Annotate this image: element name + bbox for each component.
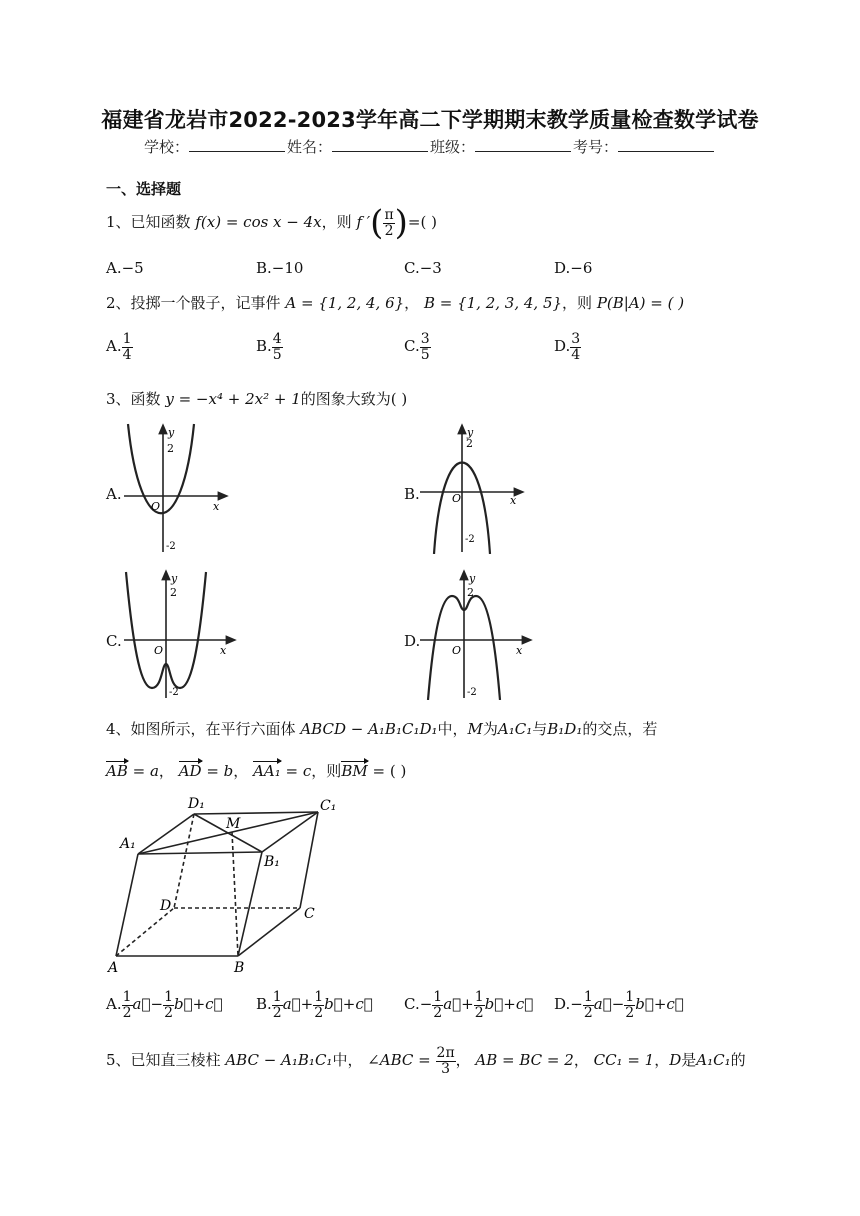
label-b: B bbox=[234, 960, 245, 974]
q1-stem: 已知函数 bbox=[130, 213, 191, 231]
q4-option-c: C.− $\frac{1}{2}$ a⃗+ $\frac{1}{2}$ b⃗+c⃗ bbox=[404, 989, 534, 1021]
q4-number: 4、 bbox=[106, 720, 131, 738]
q2-sep: ， bbox=[404, 294, 420, 312]
svg-text:2: 2 bbox=[170, 586, 177, 599]
svg-text:O: O bbox=[151, 500, 161, 513]
svg-text:y: y bbox=[469, 572, 476, 585]
vector-aa1: AA₁ bbox=[253, 762, 281, 780]
q1-option-b: B.−10 bbox=[256, 259, 304, 277]
section-title: 一、选择题 bbox=[106, 180, 182, 198]
q5-number: 5、 bbox=[106, 1051, 131, 1070]
q5-fraction: $\frac{2\pi}{3}$ bbox=[436, 1045, 455, 1077]
q1-frac-num: π bbox=[384, 206, 394, 223]
q4-option-d: D.− $\frac{1}{2}$ a⃗− $\frac{1}{2}$ b⃗+c⃗ bbox=[554, 989, 684, 1021]
q1-option-c: C.−3 bbox=[404, 259, 442, 277]
graph-a bbox=[120, 422, 230, 554]
svg-text:x: x bbox=[510, 494, 517, 507]
q5-angle: ∠ABC = bbox=[367, 1051, 431, 1070]
graph-c bbox=[120, 568, 240, 700]
q3-option-c-label: C. bbox=[106, 632, 122, 650]
q1-fprime: f ′ bbox=[356, 213, 371, 231]
q2-set-a: A = {1, 2, 4, 6} bbox=[285, 294, 405, 312]
q3-function: y = −x⁴ + 2x² + 1 bbox=[165, 390, 301, 408]
svg-text:2: 2 bbox=[467, 586, 474, 599]
svg-text:2: 2 bbox=[167, 442, 174, 455]
label-a: A bbox=[108, 960, 119, 974]
svg-text:y: y bbox=[171, 572, 178, 585]
q2-set-b: B = {1, 2, 3, 4, 5} bbox=[423, 294, 563, 312]
svg-text:x: x bbox=[220, 644, 227, 657]
question-3 bbox=[106, 388, 407, 409]
q1-then: ，则 bbox=[321, 213, 352, 231]
q1-tail: =( ) bbox=[407, 213, 437, 231]
q2-option-a: A. $\frac{1}{4}$ bbox=[106, 331, 132, 363]
q5-stem: 已知直三棱柱 bbox=[130, 1051, 221, 1070]
q1-fraction bbox=[383, 208, 394, 238]
svg-text:-2: -2 bbox=[169, 687, 179, 698]
q1-number: 1、 bbox=[106, 213, 131, 231]
graph-d bbox=[416, 568, 536, 700]
label-m: M bbox=[226, 816, 241, 832]
id-blank bbox=[618, 137, 714, 152]
q2-option-d: D. $\frac{3}{4}$ bbox=[554, 331, 581, 363]
label-c1: C₁ bbox=[320, 798, 337, 814]
name-label: 姓名： bbox=[286, 138, 332, 156]
label-c: C bbox=[304, 906, 315, 922]
q2-stem: 投掷一个骰子，记事件 bbox=[130, 294, 281, 312]
svg-text:y: y bbox=[467, 426, 474, 439]
q4-solid: ABCD − A₁B₁C₁D₁ bbox=[300, 720, 438, 738]
q1-lparen: ( bbox=[370, 203, 384, 243]
svg-text:y: y bbox=[168, 426, 175, 439]
svg-text:-2: -2 bbox=[465, 534, 475, 545]
label-b1: B₁ bbox=[264, 854, 280, 870]
q3-option-b-label: B. bbox=[404, 485, 420, 503]
name-blank bbox=[332, 137, 428, 152]
question-2 bbox=[106, 292, 684, 313]
parallelepiped-figure bbox=[106, 796, 346, 974]
school-blank bbox=[189, 137, 285, 152]
question-1 bbox=[106, 203, 437, 243]
student-info-line bbox=[0, 136, 860, 157]
question-4: 4、如图所示，在平行六面体 ABCD − A₁B₁C₁D₁中，M为A₁C₁与B₁D₁的交点，若 bbox=[106, 720, 658, 738]
class-blank bbox=[475, 137, 571, 152]
question-5: 5、已知直三棱柱 ABC − A₁B₁C₁中， ∠ABC = $\frac{2\pi}{3}$ ， AB = BC = 2， CC₁ = 1，D是A₁C₁的 bbox=[106, 1045, 746, 1077]
q3-number: 3、 bbox=[106, 390, 131, 408]
q1-rparen: ) bbox=[394, 203, 408, 243]
svg-text:x: x bbox=[213, 500, 220, 513]
q2-number: 2、 bbox=[106, 294, 131, 312]
svg-text:x: x bbox=[516, 644, 523, 657]
class-label: 班级： bbox=[430, 138, 476, 156]
id-label: 考号： bbox=[573, 138, 619, 156]
svg-text:O: O bbox=[452, 492, 462, 505]
vector-ad: AD bbox=[178, 762, 202, 780]
label-d: D bbox=[160, 898, 172, 914]
q1-function: f(x) = cos x − 4x bbox=[195, 213, 322, 231]
vector-bm: BM bbox=[341, 762, 368, 780]
label-a1: A₁ bbox=[120, 836, 136, 852]
vector-ab: AB bbox=[106, 762, 128, 780]
q1-frac-den: 2 bbox=[384, 222, 394, 239]
q3-option-a-label: A. bbox=[106, 485, 122, 503]
q3-tail: 的图象大致为( ) bbox=[300, 390, 408, 408]
label-d1: D₁ bbox=[188, 796, 205, 812]
q2-probability: P(B|A) = ( ) bbox=[596, 294, 685, 312]
svg-text:-2: -2 bbox=[467, 687, 477, 698]
svg-text:-2: -2 bbox=[166, 541, 176, 552]
svg-text:O: O bbox=[452, 644, 462, 657]
q3-stem: 函数 bbox=[130, 390, 161, 408]
q4-stem: 如图所示，在平行六面体 bbox=[130, 720, 296, 738]
q5-solid: ABC − A₁B₁C₁ bbox=[225, 1051, 333, 1070]
school-label: 学校： bbox=[143, 138, 189, 156]
q1-option-a: A.−5 bbox=[106, 259, 144, 277]
q2-option-b: B. $\frac{4}{5}$ bbox=[256, 331, 282, 363]
svg-text:O: O bbox=[154, 644, 164, 657]
q3-option-d-label: D. bbox=[404, 632, 421, 650]
q4-option-a: A. $\frac{1}{2}$ a⃗− $\frac{1}{2}$ b⃗+c⃗ bbox=[106, 989, 223, 1021]
q2-then: ，则 bbox=[562, 294, 593, 312]
q4-option-b: B. $\frac{1}{2}$ a⃗+ $\frac{1}{2}$ b⃗+c⃗ bbox=[256, 989, 373, 1021]
q2-option-c: C. $\frac{3}{5}$ bbox=[404, 331, 430, 363]
q1-option-d: D.−6 bbox=[554, 259, 593, 277]
svg-text:2: 2 bbox=[466, 437, 473, 450]
graph-b bbox=[416, 422, 526, 554]
question-4-line2: AB = a， AD = b， AA₁ = c，则BM = ( ) bbox=[106, 762, 407, 780]
page-title: 福建省龙岩市2022-2023学年高二下学期期末教学质量检查数学试卷 bbox=[101, 108, 759, 132]
